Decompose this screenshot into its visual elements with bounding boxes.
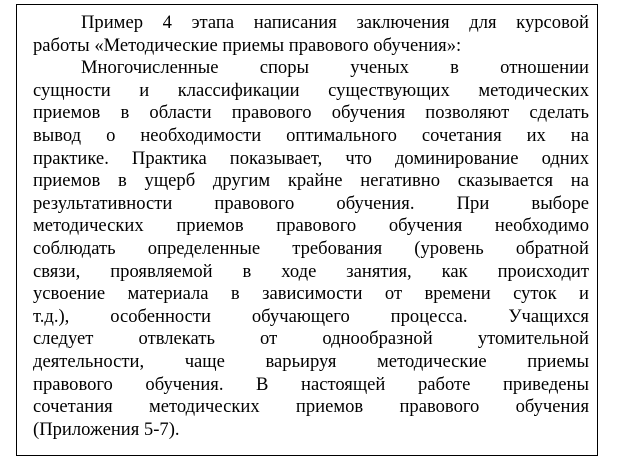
paragraph-line: практике. Практика показывает, что доминирование одних: [33, 147, 589, 169]
heading-line: Пример 4 этапа написания заключения для курсовой: [81, 12, 589, 33]
paragraph-line: вывод о необходимости оптимального сочетания их на: [33, 124, 589, 146]
paragraph-line: методических приемов правового обучения необходимо: [33, 215, 589, 237]
paragraph-line: сущности и классификации существующих методических: [33, 79, 589, 101]
paragraph-line: приемов в ущерб другим крайне негативно сказывается на: [33, 170, 589, 192]
paragraph-line: (Приложения 5-7).: [33, 418, 180, 440]
paragraph-line: следует отвлекать от однообразной утомительной: [33, 328, 589, 350]
heading-line: работы «Методические приемы правового обучения»:: [33, 34, 462, 56]
paragraph-line: соблюдать определенные требования (уровень обратной: [33, 237, 589, 259]
paragraph-line: усвоение материала в зависимости от времени суток и: [33, 283, 589, 305]
paragraph-line: связи, проявляемой в ходе занятия, как происходит: [33, 260, 589, 282]
paragraph-line: результативности правового обучения. При выборе: [33, 192, 589, 214]
paragraph-line: правового обучения. В настоящей работе приведены: [33, 373, 589, 395]
paragraph-line: сочетания методических приемов правового обучения: [33, 396, 589, 418]
paragraph-line: Многочисленные споры ученых в отношении: [81, 57, 589, 79]
paragraph-line: т.д.), особенности обучающего процесса. Учащихся: [33, 305, 589, 327]
paragraph-line: приемов в области правового обучения позволяют сделать: [33, 102, 589, 124]
document-text: [33, 12, 589, 441]
paragraph-line: деятельности, чаще варьируя методические приемы: [33, 350, 589, 372]
